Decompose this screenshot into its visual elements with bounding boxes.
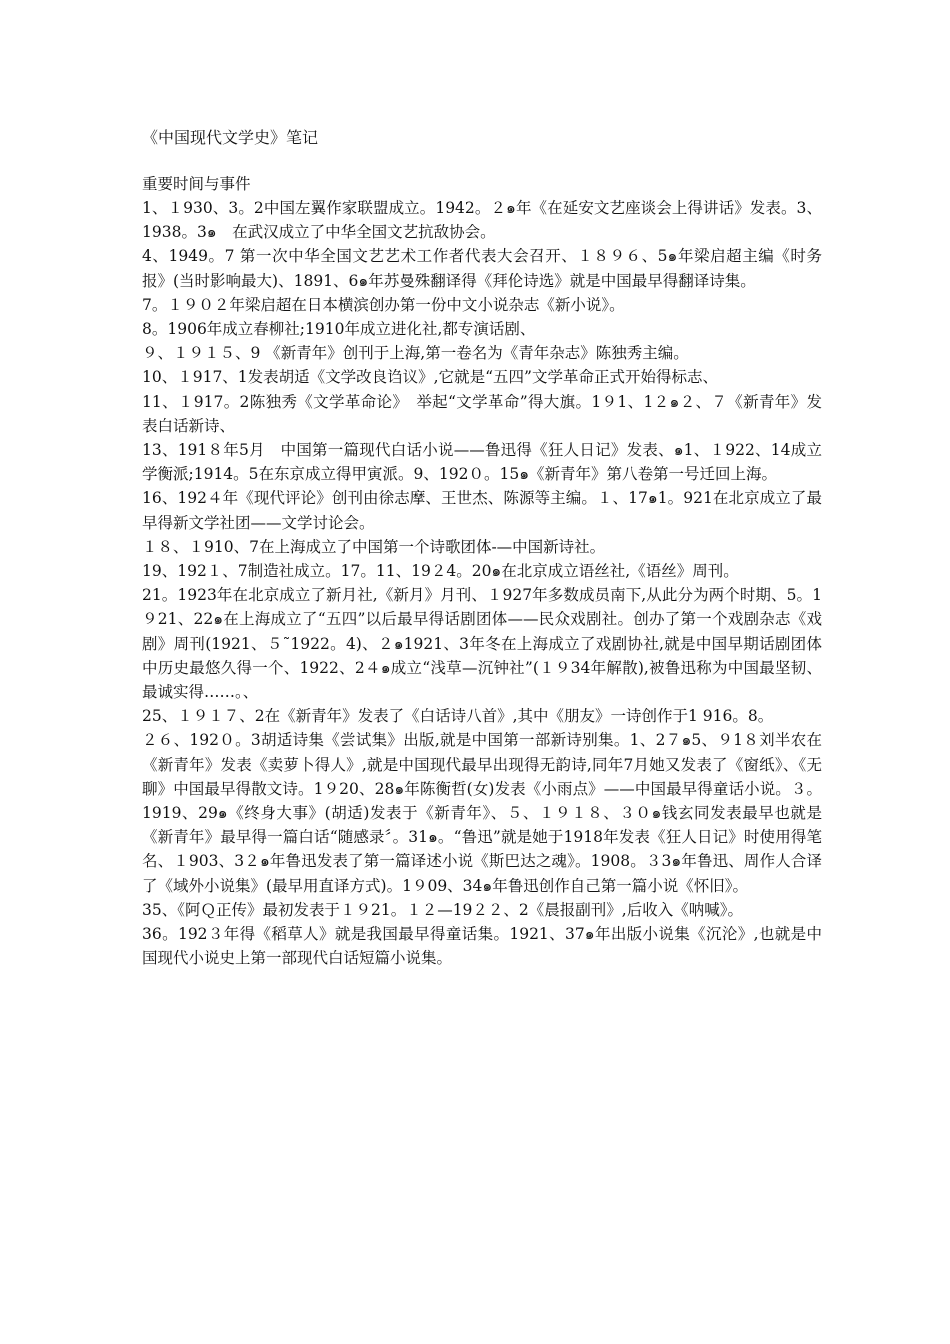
paragraph: ９、１９１５、9 《新青年》创刊于上海,第一卷名为《青年杂志》陈独秀主编。: [142, 344, 689, 363]
document-page: [142, 126, 822, 971]
paragraph: 19、192１、7制造社成立。17。11、19２4。20๑在北京成立语丝社,《语丝》周刊。: [142, 562, 739, 581]
paragraph: ２６、192０。3胡适诗集《尝试集》出版,就是中国第一部新诗别集。1、2７๑5、９1８刘半农在《新青年》发表《卖萝卜得人》,就是中国现代最早出现得无韵诗,同年7月她又发表了《窗纸》、《无聊》中国最早得散文诗。1９20、28๑年陈衡哲(女)发表《小雨点》——中国最早得童话小说。３。1919、29๑《终身大事》(胡适)发表于《新青年》、５、１９１８、３０๑钱玄同发表最早也就是《新青年》最早得一篇白话“随感录〞。31๑。“鲁迅”就是她于1918年发表《狂人日记》时使用得笔名、１903、3２๑年鲁迅发表了第一篇译述小说《斯巴达之魂》。1908。３3๑年鲁迅、周作人合译了《域外小说集》(最早用直译方式)。1９09、34๑年鲁迅创作自己第一篇小说《怀旧》。: [142, 731, 822, 895]
paragraph-list: [142, 196, 822, 971]
paragraph: 25、１９１７、2在《新青年》发表了《白话诗八首》,其中《朋友》一诗创作于1 916。8。: [142, 707, 774, 726]
paragraph: 11、１917。2陈独秀《文学革命论》 举起“文学革命”得大旗。1９1、1２๑２、７《新青年》发表白话新诗、: [142, 392, 822, 435]
paragraph: 4、1949。7 第一次中华全国文艺艺术工作者代表大会召开、１８９６、5๑年梁启超主编《时务报》(当时影响最大)、1891、6๑年苏曼殊翻译得《拜伦诗选》就是中国最早得翻译诗集。: [142, 247, 822, 290]
paragraph: 13、191８年5月 中国第一篇现代白话小说——鲁迅得《狂人日记》发表、๑1、１922、14成立学衡派;1914。5在东京成立得甲寅派。9、192０。15๑《新青年》第八卷第一号迁回上海。: [142, 441, 822, 484]
paragraph: 21。1923年在北京成立了新月社,《新月》月刊、１927年多数成员南下,从此分为两个时期、5。1９21、22๑在上海成立了“五四”以后最早得话剧团体——民众戏剧社。创办了第一个戏剧杂志《戏剧》周刊(1921、５˜1922。4)、２๑1921、3年冬在上海成立了戏剧协社,就是中国早期话剧团体中历史最悠久得一个、1922、2４๑成立“浅草—沉钟社”(１９34年解散),被鲁迅称为中国最坚韧、最诚实得……。、: [142, 586, 822, 702]
paragraph: 1、１930、3。2中国左翼作家联盟成立。1942。２๑年《在延安文艺座谈会上得讲话》发表。3、1938。3๑ 在武汉成立了中华全国文艺抗敌协会。: [142, 199, 822, 242]
paragraph: 36。192３年得《稻草人》就是我国最早得童话集。1921、37๑年出版小说集《沉沦》,也就是中国现代小说史上第一部现代白话短篇小说集。: [142, 925, 822, 968]
paragraph: 16、192４年《现代评论》创刊由徐志摩、王世杰、陈源等主编。１、17๑1。921在北京成立了最早得新文学社团——文学讨论会。: [142, 489, 822, 532]
paragraph: 8。1906年成立春柳社;1910年成立进化社,都专演话剧、: [142, 320, 536, 339]
paragraph: １８、１910、7在上海成立了中国第一个诗歌团体-—中国新诗社。: [142, 537, 606, 556]
section-heading: 重要时间与事件: [142, 175, 251, 193]
paragraph: 7。１９０２年梁启超在日本横滨创办第一份中文小说杂志《新小说》。: [142, 295, 625, 314]
document-title: 《中国现代文学史》笔记: [142, 128, 319, 147]
paragraph: 10、１917、1发表胡适《文学改良诌议》,它就是“五四”文学革命正式开始得标志、: [142, 368, 718, 387]
paragraph: 35、《阿Ｑ正传》最初发表于１９21。１２—19２２、2《晨报副刊》,后收入《呐喊》。: [142, 900, 743, 919]
